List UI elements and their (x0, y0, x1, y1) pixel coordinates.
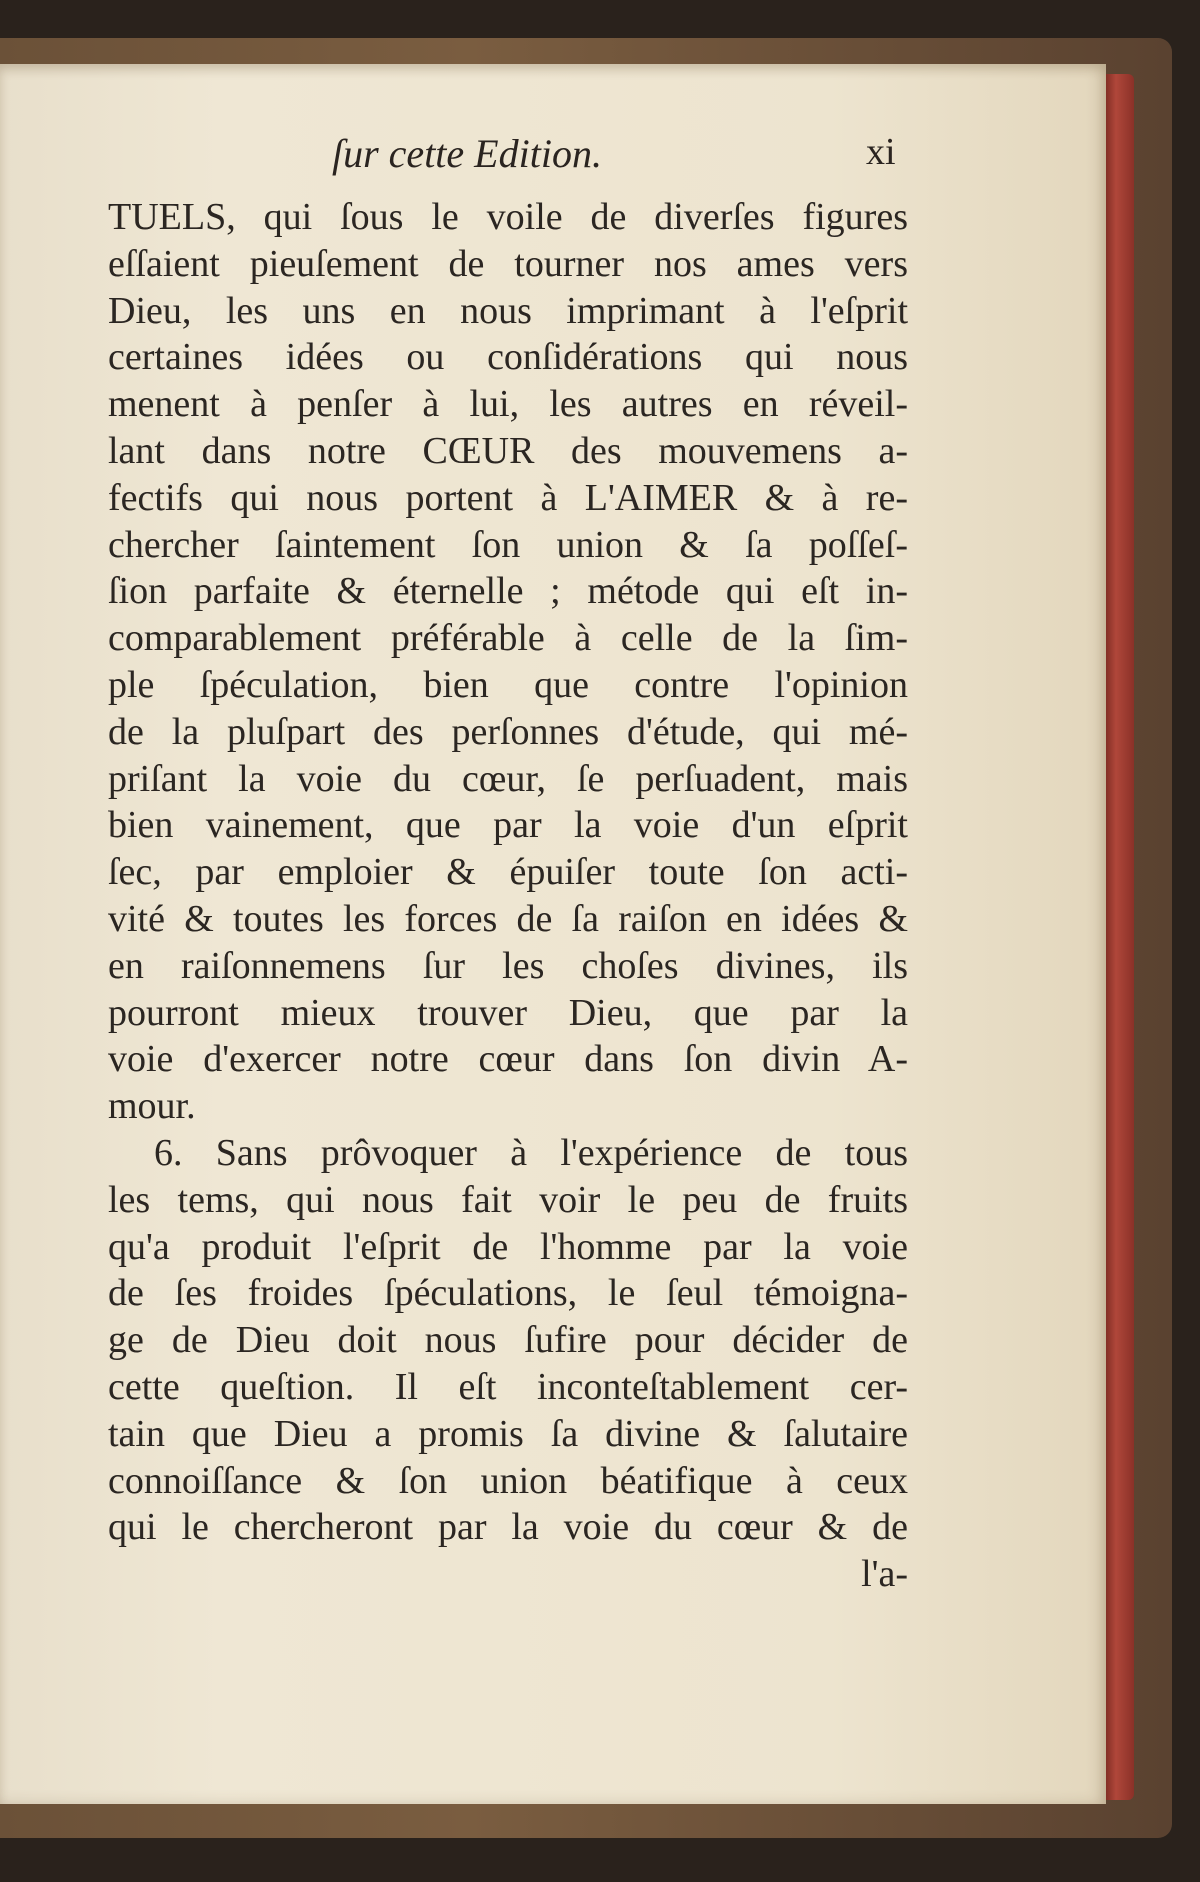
text-line: TUELS, qui ſous le voile de diverſes figures (108, 196, 908, 238)
text-line: Dieu, les uns en nous imprimant à l'eſprit (108, 289, 908, 332)
text-line: connoiſſance & ſon union béatifique à ceux (108, 1459, 908, 1502)
text-line: qu'a produit l'eſprit de l'homme par la voie (108, 1225, 908, 1268)
text-line: pourront mieux trouver Dieu, que par la (108, 991, 908, 1034)
book-page-edge (1104, 74, 1134, 1800)
text-line: ple ſpéculation, bien que contre l'opinion (108, 663, 908, 706)
text-line: tain que Dieu a promis ſa divine & ſalutaire (108, 1412, 908, 1455)
text-line: lant dans notre CŒUR des mouvemens a- (108, 429, 908, 472)
text-line: qui le chercheront par la voie du cœur & de (108, 1506, 908, 1549)
page-header (108, 130, 908, 190)
text-line: vité & toutes les forces de ſa raiſon en idées & (108, 897, 908, 940)
text-line: de la pluſpart des perſonnes d'étude, qui mé- (108, 710, 908, 753)
text-line: menent à penſer à lui, les autres en réveil- (108, 383, 908, 426)
text-line: certaines idées ou conſidérations qui nous (108, 336, 908, 379)
text-line: ſion parfaite & éternelle ; métode qui eſt in- (108, 570, 908, 613)
text-line: priſant la voie du cœur, ſe perſuadent, mais (108, 757, 908, 800)
text-line: les tems, qui nous fait voir le peu de fruits (108, 1178, 908, 1221)
text-line: en raiſonnemens ſur les choſes divines, ils (108, 944, 908, 987)
book-page (0, 64, 1106, 1804)
text-line: bien vainement, que par la voie d'un eſprit (108, 804, 908, 847)
text-line: chercher ſaintement ſon union & ſa poſſeſ- (108, 523, 908, 566)
text-line: ge de Dieu doit nous ſufire pour décider de (108, 1319, 908, 1362)
text-line: fectifs qui nous portent à L'AIMER & à re- (108, 476, 908, 519)
text-line: eſſaient pieuſement de tourner nos ames vers (108, 242, 908, 285)
paragraph-start-line: 6. Sans prôvoquer à l'expérience de tous (154, 1131, 908, 1174)
text-line: voie d'exercer notre cœur dans ſon divin A- (108, 1038, 908, 1081)
text-line: cette queſtion. Il eſt inconteſtablement cer- (108, 1365, 908, 1408)
running-title: ſur cette Edition. (332, 131, 602, 176)
text-line: mour. (108, 1085, 196, 1128)
catchword: l'a- (861, 1553, 908, 1596)
text-line: comparablement préférable à celle de la ſim- (108, 617, 908, 660)
page-number: xi (866, 131, 896, 173)
body-text (108, 194, 908, 1598)
text-line: ſec, par emploier & épuiſer toute ſon acti- (108, 851, 908, 894)
text-line: de ſes froides ſpéculations, le ſeul témoigna- (108, 1272, 908, 1315)
